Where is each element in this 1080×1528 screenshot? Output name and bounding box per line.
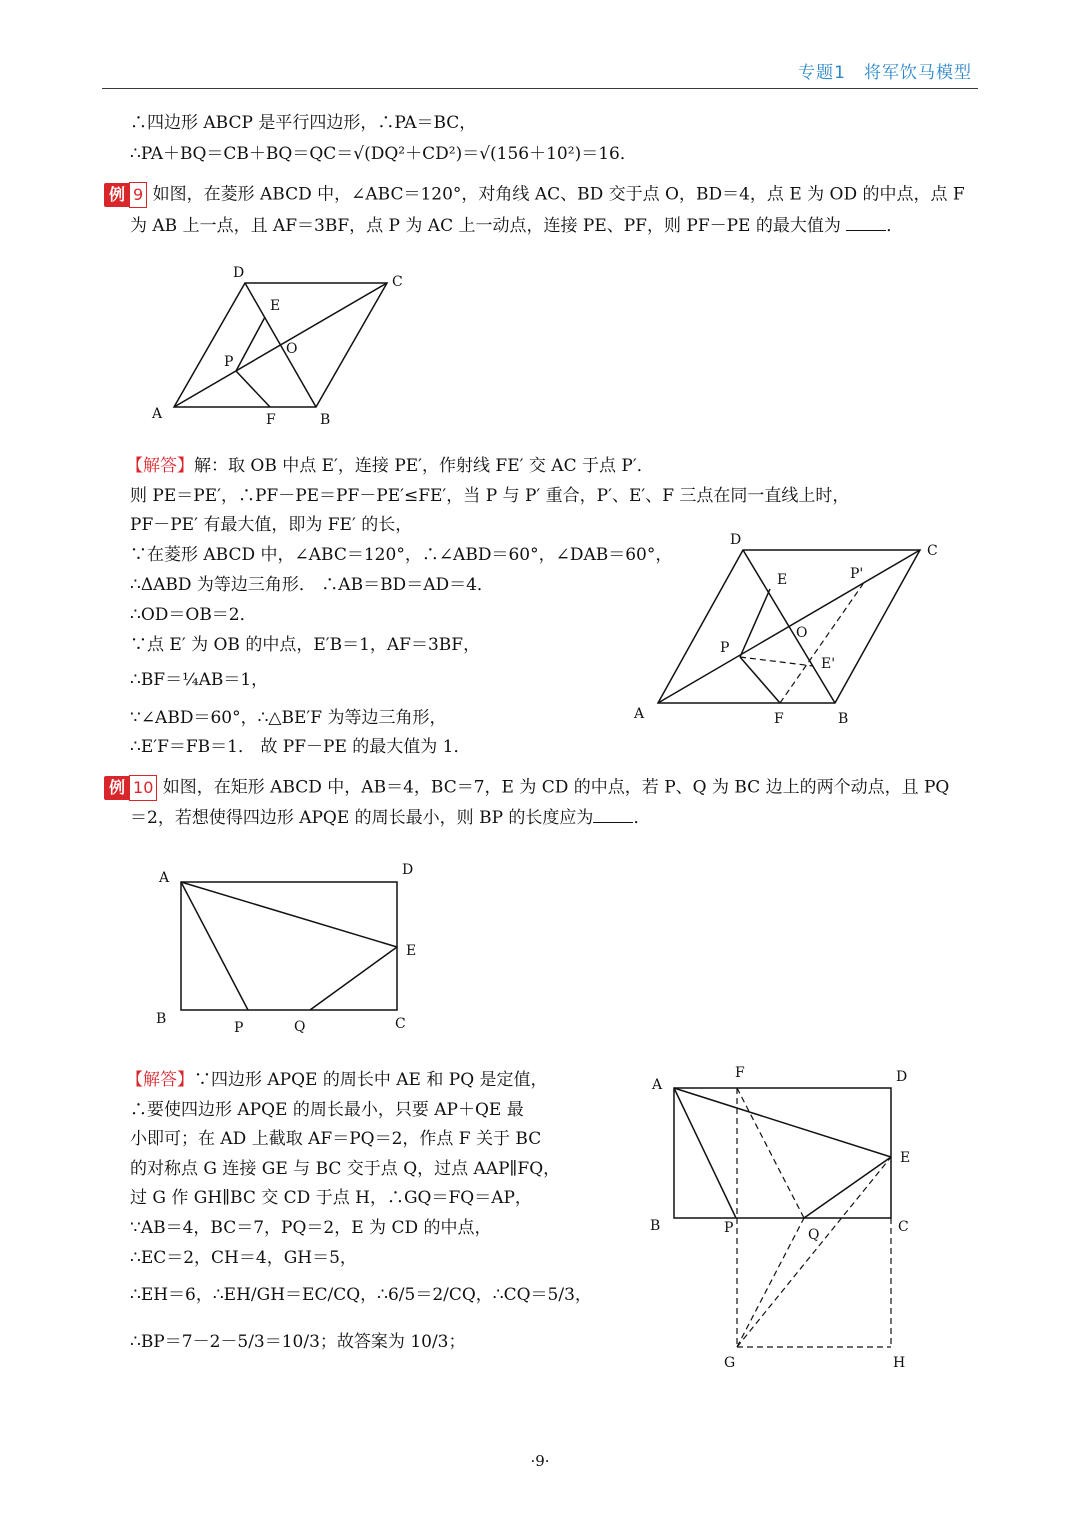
example-9-line-2 [130,212,903,238]
label-e: E [270,298,281,314]
label-h: H [893,1355,906,1371]
label-a: A [159,870,170,886]
solution-9-line-1 [104,454,654,478]
label-e: E [777,572,788,588]
label-a: A [634,706,645,722]
solution-tag: 【解答】 [126,1070,194,1090]
figure-10-rectangle [150,858,430,1038]
example-number: 10 [129,775,157,801]
label-e-prime: E' [821,656,836,672]
segment-ae [674,1088,891,1157]
label-b: B [650,1218,661,1234]
label-o: O [796,625,808,641]
solution-10-line-9: ∴BP＝7－2－5/3＝10/3；故答案为 10/3； [130,1332,466,1352]
diagonal-bd [743,550,835,703]
label-d: D [896,1069,908,1085]
segment-ae [181,882,397,947]
answer-blank [846,212,886,231]
label-c: C [898,1219,909,1235]
label-b: B [838,711,849,727]
segment-pf [236,371,270,407]
solution-9-line-5: ∴ΔABD 为等边三角形． ∴AB＝BD＝AD＝4． [130,575,494,595]
solution-9-line-2: 则 PE＝PE′，∴PF－PE＝PF－PE′≤FE′，当 P 与 P′ 重合，P′、E′、F 三点在同一直线上时， [130,486,850,506]
label-d: D [402,862,414,878]
label-p: P [234,1020,244,1036]
label-c: C [392,274,403,290]
label-f: F [266,412,276,428]
solution-tag: 【解答】 [126,456,194,476]
rectangle-outline [674,1088,891,1218]
page-number: ·9· [530,1452,550,1470]
header-title: 专题1 将军饮马模型 [798,63,972,83]
top-line-2: ∴PA＋BQ＝CB＋BQ＝QC＝√(DQ²＋CD²)＝√(156＋10²)＝16． [130,144,637,164]
example-9-line-1 [104,182,965,208]
example-10-text-1: 如图，在矩形 ABCD 中，AB＝4，BC＝7，E 为 CD 的中点，若 P、Q 为 BC 边上的两个动点，且 PQ [162,777,950,798]
solution-10-line-5: 过 G 作 GH∥BC 交 CD 于点 H，∴GQ＝FQ＝AP， [130,1188,532,1208]
solution-10-line-7: ∴EC＝2，CH＝4，GH＝5， [130,1248,357,1268]
label-p: P [724,1220,734,1236]
label-f: F [774,711,784,727]
solution-text: ∵四边形 APQE 的周长中 AE 和 PQ 是定值， [194,1070,548,1090]
example-10-text-2: ＝2，若想使得四边形 APQE 的周长最小，则 BP 的长度应为 [130,808,594,828]
solution-10-line-4: 的对称点 G 连接 GE 与 BC 交于点 Q，过点 AAP∥FQ， [130,1159,561,1179]
diagonal-bd [245,283,316,407]
solution-9-line-10: ∴E′F＝FB＝1． 故 PF－PE 的最大值为 1． [130,737,471,757]
label-q: Q [808,1227,820,1243]
label-d: D [233,265,245,281]
period: ． [633,808,651,828]
example-badge: 例 [104,776,130,800]
solution-10-line-3: 小即可；在 AD 上截取 AF＝PQ＝2，作点 F 关于 BC [130,1129,542,1149]
segment-qe [804,1157,891,1218]
figure-9-solution [620,528,950,733]
figure-9-rhombus [140,258,420,438]
example-10-line-2 [130,804,650,830]
label-c: C [395,1016,406,1032]
label-a: A [152,406,163,422]
rectangle-outline [181,882,397,1010]
label-e: E [406,943,417,959]
label-b: B [320,412,331,428]
solution-10-line-1 [104,1068,548,1092]
solution-9-line-3: PF－PE′ 有最大值，即为 FE′ 的长， [130,515,413,535]
segment-ap [181,882,248,1010]
ray-fe-prime [780,584,863,703]
label-c: C [927,543,938,559]
example-10-line-1 [104,775,949,801]
label-p: P [224,354,234,370]
label-o: O [286,341,298,357]
solution-9-line-4: ∵在菱形 ABCD 中，∠ABC＝120°，∴∠ABD＝60°，∠DAB＝60°， [130,545,673,565]
solution-9-line-9: ∵∠ABD＝60°，∴△BE′F 为等边三角形， [130,708,447,728]
period: ． [886,216,904,236]
label-p-prime: P' [850,566,864,582]
page-header [102,58,978,89]
example-badge: 例 [104,183,130,207]
label-f: F [735,1065,745,1081]
segment-fq [737,1088,804,1218]
example-number: 9 [129,182,147,208]
example-9-text-1: 如图，在菱形 ABCD 中，∠ABC＝120°，对角线 AC、BD 交于点 O，BD＝4，点 E 为 OD 的中点，点 F [152,184,965,205]
label-b: B [156,1011,167,1027]
solution-9-line-6: ∴OD＝OB＝2． [130,605,257,625]
solution-10-line-8: ∴EH＝6，∴EH/GH＝EC/CQ，∴6/5＝2/CQ，∴CQ＝5/3， [130,1285,592,1305]
solution-text: 解：取 OB 中点 E′，连接 PE′，作射线 FE′ 交 AC 于点 P′． [194,456,654,476]
solution-9-line-8: ∴BF＝¼AB＝1， [130,670,269,690]
top-line-1: ∴四边形 ABCP 是平行四边形，∴PA＝BC， [130,113,477,133]
label-e: E [900,1150,911,1166]
label-g: G [724,1355,736,1371]
segment-pe-prime [740,657,813,666]
example-9-text-2: 为 AB 上一点，且 AF＝3BF，点 P 为 AC 上一动点，连接 PE、PF，则 PF－PE 的最大值为 [130,216,841,236]
label-a: A [652,1077,663,1093]
solution-9-line-7: ∵点 E′ 为 OB 的中点，E′B＝1，AF＝3BF， [130,635,481,655]
label-p: P [720,640,730,656]
label-q: Q [294,1019,306,1035]
segment-gq [737,1218,804,1347]
figure-10-solution [640,1058,940,1378]
solution-10-line-2: ∴要使四边形 APQE 的周长最小，只要 AP＋QE 最 [130,1100,524,1120]
label-d: D [730,532,742,548]
segment-ap [674,1088,736,1218]
answer-blank [593,804,633,823]
segment-qe [310,947,397,1010]
solution-10-line-6: ∵AB＝4，BC＝7，PQ＝2，E 为 CD 的中点， [130,1218,492,1238]
segment-pf [740,657,780,703]
segment-ge [737,1157,891,1347]
